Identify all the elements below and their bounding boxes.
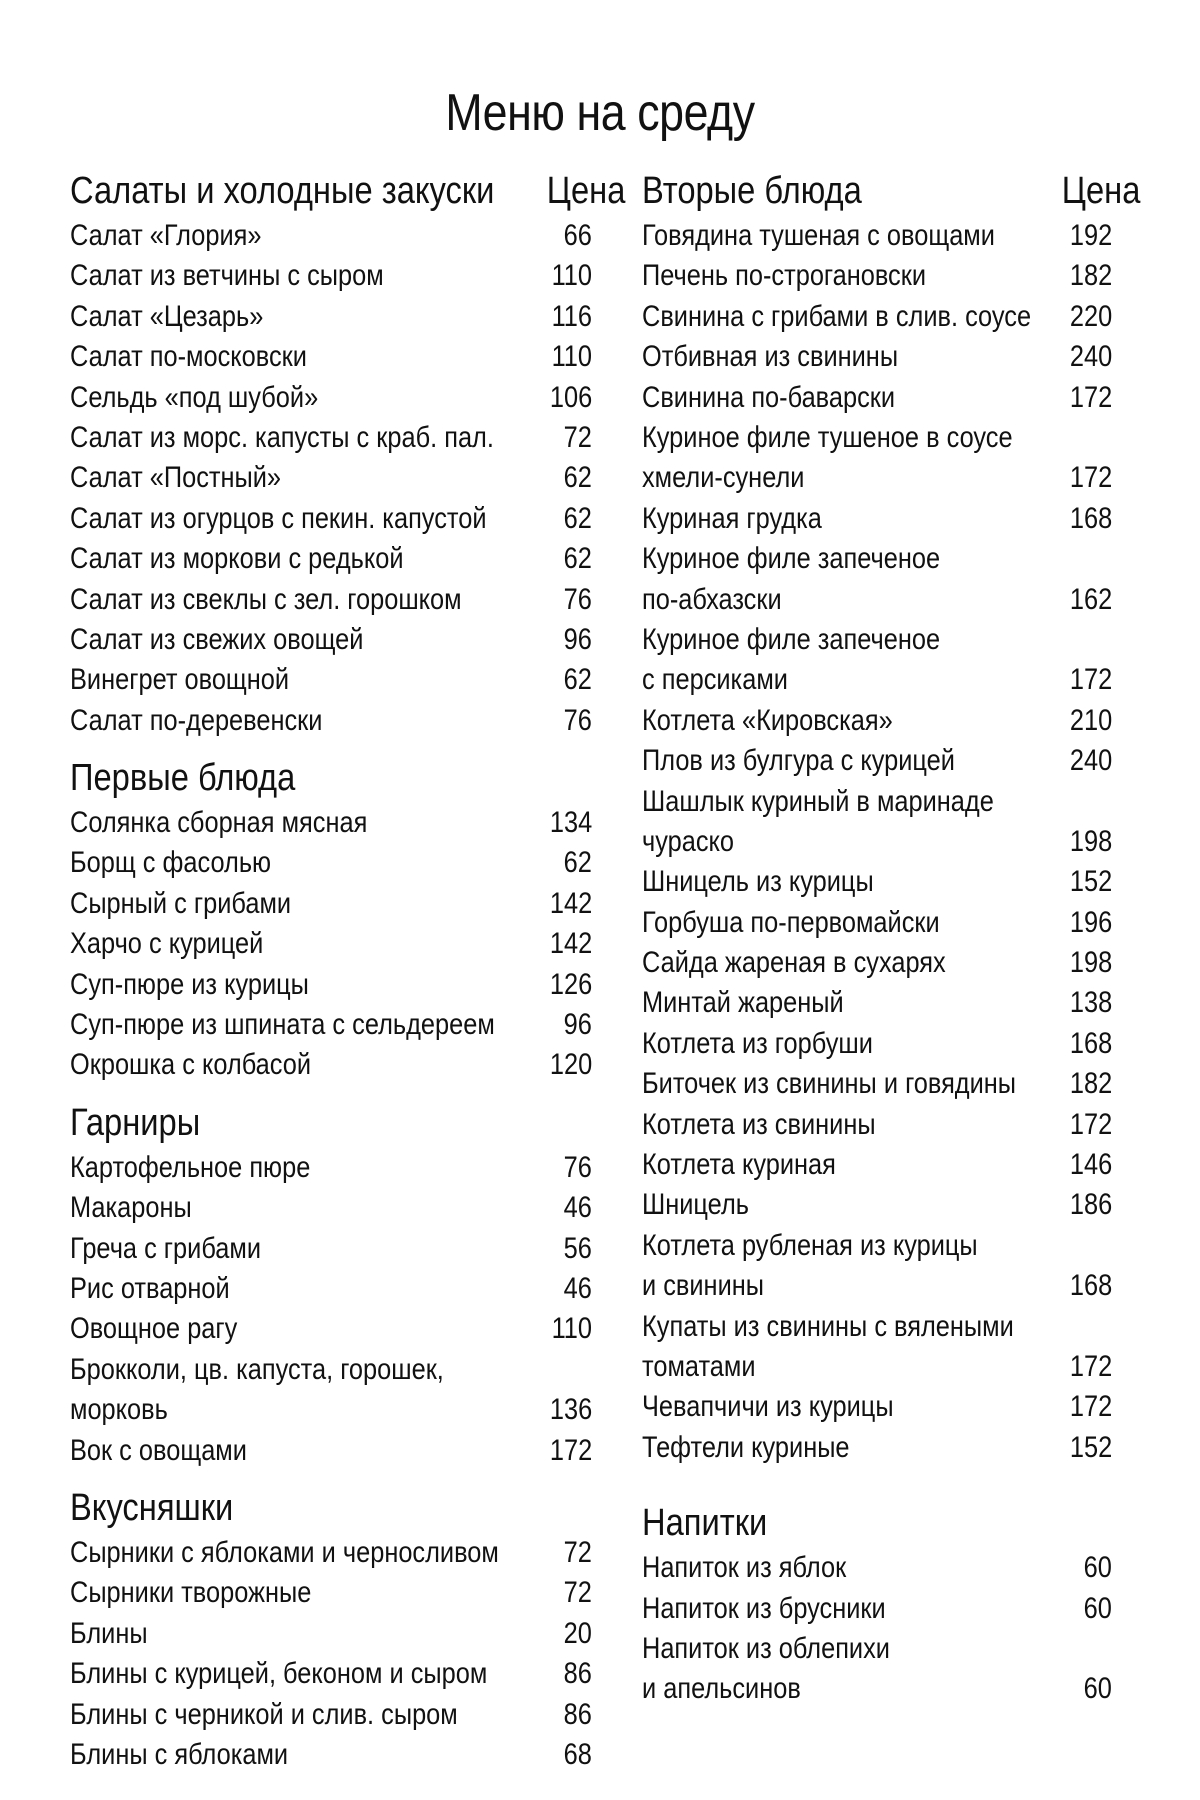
menu-item (642, 539, 1140, 620)
menu-item (70, 216, 625, 256)
item-name (70, 378, 479, 418)
menu-item (642, 943, 1140, 983)
item-name-line: Сырники с яблоками и черносливом (70, 1535, 499, 1569)
menu-item (70, 418, 625, 458)
item-name-line: Салат из ветчины с сыром (70, 259, 384, 293)
item-name (70, 458, 479, 498)
item-price: 20 (563, 1616, 592, 1650)
item-price: 196 (1069, 905, 1112, 939)
item-name (642, 903, 1051, 943)
item-name (642, 337, 1051, 377)
item-name (642, 499, 1051, 539)
item-name (642, 1185, 1051, 1225)
item-name (70, 965, 479, 1005)
right-column (642, 166, 1140, 1710)
menu-item (70, 965, 625, 1005)
menu-item (642, 741, 1140, 781)
section-title: Салаты и холодные закуски (70, 170, 495, 212)
item-name (642, 620, 1051, 701)
menu-item (70, 701, 625, 741)
item-name (70, 1533, 499, 1573)
item-price: 134 (549, 806, 592, 840)
item-name-line: Котлета куриная (642, 1148, 836, 1182)
item-name (642, 378, 1051, 418)
item-name-line: Овощное рагу (70, 1312, 238, 1346)
item-name-line: Котлета из горбуши (642, 1026, 873, 1060)
menu-item (70, 1695, 625, 1735)
item-name-line: по-абхазски (642, 582, 782, 616)
item-price: 68 (563, 1737, 592, 1771)
menu-item (70, 1735, 625, 1775)
item-price: 168 (1069, 1026, 1112, 1060)
item-name-line: морковь (70, 1393, 168, 1427)
item-price: 72 (563, 1576, 592, 1610)
item-name-line: Салат «Глория» (70, 219, 262, 252)
price-column-header: Цена (1061, 170, 1140, 212)
item-name (70, 1045, 479, 1085)
item-name-line: Салат «Цезарь» (70, 299, 264, 333)
item-price: 220 (1069, 299, 1112, 333)
item-name-line: Печень по-строгановски (642, 259, 927, 293)
item-name-line: Горбуша по-первомайски (642, 905, 940, 939)
menu-item (70, 1431, 625, 1471)
item-price: 72 (563, 420, 592, 454)
item-name-line: Напиток из облепихи (642, 1631, 890, 1665)
item-name (70, 499, 487, 539)
menu-section-вкусняшки (70, 1483, 625, 1775)
item-price: 182 (1069, 259, 1112, 293)
item-name (70, 843, 479, 883)
menu-item (642, 1145, 1140, 1185)
item-name-line: Винегрет овощной (70, 663, 290, 697)
section-title: Первые блюда (70, 757, 296, 800)
menu-item (70, 1188, 625, 1228)
section-header (70, 753, 625, 803)
item-name (70, 660, 479, 700)
item-name (70, 297, 479, 337)
item-name (70, 539, 479, 579)
item-price: 152 (1069, 865, 1112, 899)
item-name-line: Отбивная из свинины (642, 340, 899, 374)
menu-item (70, 924, 625, 964)
item-name-line: Салат из моркови с редькой (70, 542, 404, 576)
menu-item (642, 620, 1140, 701)
item-name (642, 256, 1051, 296)
menu-item (642, 1589, 1140, 1629)
item-name (642, 216, 1051, 256)
item-name (642, 1064, 1051, 1104)
item-name-line: Блины с курицей, беконом и сыром (70, 1657, 488, 1691)
menu-item (642, 418, 1140, 499)
price-column-header: Цена (546, 170, 625, 212)
item-price: 120 (549, 1048, 592, 1082)
item-name-line: Солянка сборная мясная (70, 806, 368, 840)
item-name (642, 1024, 1051, 1064)
item-price: 60 (1083, 1551, 1112, 1585)
item-name (70, 1573, 479, 1613)
item-name-line: Салат «Постный» (70, 461, 282, 495)
menu-item (70, 843, 625, 883)
section-title: Напитки (642, 1502, 768, 1545)
item-name-line: Куриное филе запеченое (642, 542, 941, 576)
item-name-line: Биточек из свинины и говядины (642, 1067, 1017, 1101)
menu-item (70, 337, 625, 377)
section-header (642, 1498, 1140, 1548)
item-name-line: Свинина по-баварски (642, 380, 896, 414)
item-name (70, 1148, 479, 1188)
section-header (70, 166, 625, 216)
item-price: 162 (1069, 582, 1112, 616)
menu-item (70, 580, 625, 620)
menu-item (642, 1185, 1140, 1225)
item-name (70, 1188, 479, 1228)
item-name (642, 1548, 1051, 1588)
item-name-line: хмели-сунели (642, 461, 805, 495)
item-name-line: Макароны (70, 1191, 192, 1225)
menu-item (642, 701, 1140, 741)
menu-item (70, 1350, 625, 1431)
item-name (642, 741, 1051, 781)
item-price: 60 (1083, 1672, 1112, 1706)
item-name-line: Плов из булгура с курицей (642, 744, 955, 778)
item-name-line: чураско (642, 824, 735, 858)
item-name-line: Салат из свеклы с зел. горошком (70, 582, 462, 616)
menu-item (642, 1307, 1140, 1388)
item-name-line: Суп-пюре из шпината с сельдереем (70, 1008, 495, 1042)
menu-item (642, 1105, 1140, 1145)
item-name-line: Куриная грудка (642, 501, 822, 535)
item-name (70, 1309, 479, 1349)
item-price: 76 (563, 1150, 592, 1184)
item-name (642, 943, 1051, 983)
menu-item (642, 297, 1140, 337)
item-name (70, 1229, 479, 1269)
menu-item (642, 256, 1140, 296)
item-name (70, 337, 479, 377)
item-price: 192 (1069, 218, 1112, 252)
item-price: 172 (1069, 663, 1112, 697)
item-name (70, 256, 479, 296)
item-price: 72 (563, 1535, 592, 1569)
item-name-line: Салат из свежих овощей (70, 622, 364, 656)
item-name-line: Харчо с курицей (70, 927, 264, 961)
item-name-line: Блины с черникой и слив. сыром (70, 1697, 458, 1731)
item-name-line: и свинины (642, 1269, 764, 1303)
item-name-line: Борщ с фасолью (70, 846, 272, 880)
item-name (642, 1589, 1051, 1629)
item-name-line: Сайда жареная в сухарях (642, 946, 946, 980)
item-price: 96 (563, 622, 592, 656)
item-price: 62 (563, 846, 592, 880)
menu-item (70, 660, 625, 700)
menu-item (70, 256, 625, 296)
menu-item (642, 337, 1140, 377)
item-name-line: Салат из огурцов с пекин. капустой (70, 501, 487, 535)
item-name-line: с персиками (642, 663, 788, 697)
item-price: 142 (549, 886, 592, 920)
item-name-line: Минтай жареный (642, 986, 844, 1020)
item-name-line: Напиток из яблок (642, 1551, 847, 1585)
menu-item (70, 1045, 625, 1085)
item-name (70, 620, 479, 660)
item-price: 136 (549, 1393, 592, 1427)
item-price: 152 (1069, 1430, 1112, 1464)
item-name-line: Вок с овощами (70, 1433, 247, 1467)
menu-item (642, 1226, 1140, 1307)
menu-item (70, 1148, 625, 1188)
item-name (70, 701, 479, 741)
item-name (642, 782, 1051, 863)
item-name (70, 1735, 479, 1775)
item-name-line: Шашлык куриный в маринаде (642, 784, 994, 818)
item-name (70, 1654, 488, 1694)
item-name-line: Котлета рубленая из курицы (642, 1228, 978, 1262)
item-name (70, 1269, 479, 1309)
menu-item (642, 1064, 1140, 1104)
menu-item (642, 903, 1140, 943)
item-price: 168 (1069, 1269, 1112, 1303)
section-title: Вторые блюда (642, 170, 862, 212)
item-price: 172 (549, 1433, 592, 1467)
item-price: 172 (1069, 1390, 1112, 1424)
menu-item (70, 1309, 625, 1349)
item-name (70, 803, 479, 843)
menu-section-гарниры (70, 1098, 625, 1471)
item-price: 142 (549, 927, 592, 961)
item-name (642, 701, 1051, 741)
item-name (70, 1005, 495, 1045)
item-name-line: Куриное филе тушеное в соусе (642, 420, 1013, 454)
item-name-line: Греча с грибами (70, 1231, 262, 1265)
item-name-line: Сельдь «под шубой» (70, 380, 319, 414)
item-price: 110 (551, 259, 592, 293)
item-name-line: Сырный с грибами (70, 886, 292, 920)
item-name-line: Шницель (642, 1188, 749, 1222)
item-name (642, 862, 1051, 902)
menu-item (70, 378, 625, 418)
item-name (642, 1387, 1051, 1427)
menu-item (70, 499, 625, 539)
item-price: 172 (1069, 461, 1112, 495)
item-name (642, 539, 1051, 620)
item-name (642, 1145, 1051, 1185)
item-name (642, 1105, 1051, 1145)
item-name-line: Свинина с грибами в слив. соусе (642, 299, 1032, 333)
item-price: 172 (1069, 380, 1112, 414)
item-price: 106 (549, 380, 592, 414)
item-name-line: Котлета «Кировская» (642, 703, 893, 737)
section-header (70, 1483, 625, 1533)
menu-item (70, 884, 625, 924)
item-name-line: Чевапчичи из курицы (642, 1390, 894, 1424)
item-price: 138 (1069, 986, 1112, 1020)
menu-section-напитки (642, 1498, 1140, 1710)
item-name (70, 1431, 479, 1471)
item-name-line: Купаты из свинины с вялеными (642, 1309, 1014, 1343)
item-name-line: Блины (70, 1616, 148, 1650)
item-name (70, 418, 494, 458)
item-name-line: Рис отварной (70, 1271, 230, 1305)
item-name-line: Суп-пюре из курицы (70, 967, 309, 1001)
item-name-line: Сырники творожные (70, 1576, 312, 1610)
section-title: Вкусняшки (70, 1486, 234, 1529)
item-name-line: Салат по-деревенски (70, 703, 323, 737)
item-price: 110 (551, 340, 592, 374)
section-title: Гарниры (70, 1101, 201, 1144)
item-price: 182 (1069, 1067, 1112, 1101)
menu-item (70, 458, 625, 498)
menu-item (70, 1005, 625, 1045)
item-name (70, 1695, 479, 1735)
item-name-line: Окрошка с колбасой (70, 1048, 312, 1082)
item-price: 66 (563, 218, 592, 252)
menu-item (70, 803, 625, 843)
item-price: 240 (1069, 340, 1112, 374)
item-name-line: Шницель из курицы (642, 865, 874, 899)
item-price: 110 (551, 1312, 592, 1346)
menu-item (70, 539, 625, 579)
item-name (642, 297, 1051, 337)
item-price: 62 (563, 501, 592, 535)
item-price: 210 (1069, 703, 1112, 737)
section-header (642, 166, 1140, 216)
menu-item (642, 983, 1140, 1023)
item-price: 62 (563, 542, 592, 576)
menu-item (70, 1229, 625, 1269)
item-name-line: Котлета из свинины (642, 1107, 876, 1141)
item-price: 198 (1069, 824, 1112, 858)
menu-item (70, 1654, 625, 1694)
menu-item (642, 1024, 1140, 1064)
item-name-line: Салат из морс. капусты с краб. пал. (70, 420, 494, 454)
item-name-line: Картофельное пюре (70, 1150, 311, 1184)
item-name (642, 1629, 1051, 1710)
item-name (642, 1226, 1051, 1307)
item-name (642, 1428, 1051, 1468)
menu-item (70, 1573, 625, 1613)
item-name-line: Куриное филе запеченое (642, 622, 941, 656)
section-header (70, 1098, 625, 1148)
item-name-line: Блины с яблоками (70, 1737, 289, 1771)
menu-section-салаты-и-холодные-закуски (70, 166, 625, 741)
item-price: 146 (1069, 1148, 1112, 1182)
item-name-line: Тефтели куриные (642, 1430, 850, 1464)
item-price: 240 (1069, 744, 1112, 778)
item-name-line: Говядина тушеная с овощами (642, 219, 995, 252)
menu-item (70, 620, 625, 660)
item-price: 186 (1069, 1188, 1112, 1222)
item-name-line: Брокколи, цв. капуста, горошек, (70, 1352, 444, 1386)
menu-item (70, 1614, 625, 1654)
item-price: 172 (1069, 1350, 1112, 1384)
item-price: 198 (1069, 946, 1112, 980)
item-price: 46 (563, 1271, 592, 1305)
item-name (642, 983, 1051, 1023)
item-price: 168 (1069, 501, 1112, 535)
item-name (70, 580, 479, 620)
menu-item (642, 1629, 1140, 1710)
item-price: 62 (563, 663, 592, 697)
menu-section-вторые-блюда (642, 166, 1140, 1468)
menu-item (642, 1387, 1140, 1427)
item-price: 76 (563, 703, 592, 737)
item-price: 62 (563, 461, 592, 495)
item-price: 172 (1069, 1107, 1112, 1141)
item-name (70, 216, 479, 256)
page-title: Меню на среду (445, 84, 755, 142)
left-column (70, 166, 625, 1775)
menu-item (642, 862, 1140, 902)
item-price: 76 (563, 582, 592, 616)
menu-item (70, 297, 625, 337)
item-name-line: и апельсинов (642, 1672, 801, 1706)
item-price: 126 (549, 967, 592, 1001)
item-price: 86 (563, 1697, 592, 1731)
item-name-line: Салат по-московски (70, 340, 307, 374)
item-name (70, 884, 479, 924)
item-name (642, 418, 1051, 499)
menu-item (642, 499, 1140, 539)
item-name (70, 1350, 479, 1431)
item-name (642, 1307, 1051, 1388)
menu-section-первые-блюда (70, 753, 625, 1086)
item-price: 96 (563, 1008, 592, 1042)
menu-item (642, 782, 1140, 863)
item-price: 60 (1083, 1591, 1112, 1625)
item-price: 86 (563, 1657, 592, 1691)
item-price: 46 (563, 1191, 592, 1225)
item-name-line: томатами (642, 1350, 756, 1384)
menu-item (642, 216, 1140, 256)
menu-item (642, 378, 1140, 418)
item-name (70, 924, 479, 964)
menu-item (642, 1548, 1140, 1588)
item-name-line: Напиток из брусники (642, 1591, 886, 1625)
item-name (70, 1614, 479, 1654)
menu-item (70, 1269, 625, 1309)
menu-item (70, 1533, 625, 1573)
item-price: 56 (563, 1231, 592, 1265)
item-price: 116 (551, 299, 592, 333)
menu-item (642, 1428, 1140, 1468)
